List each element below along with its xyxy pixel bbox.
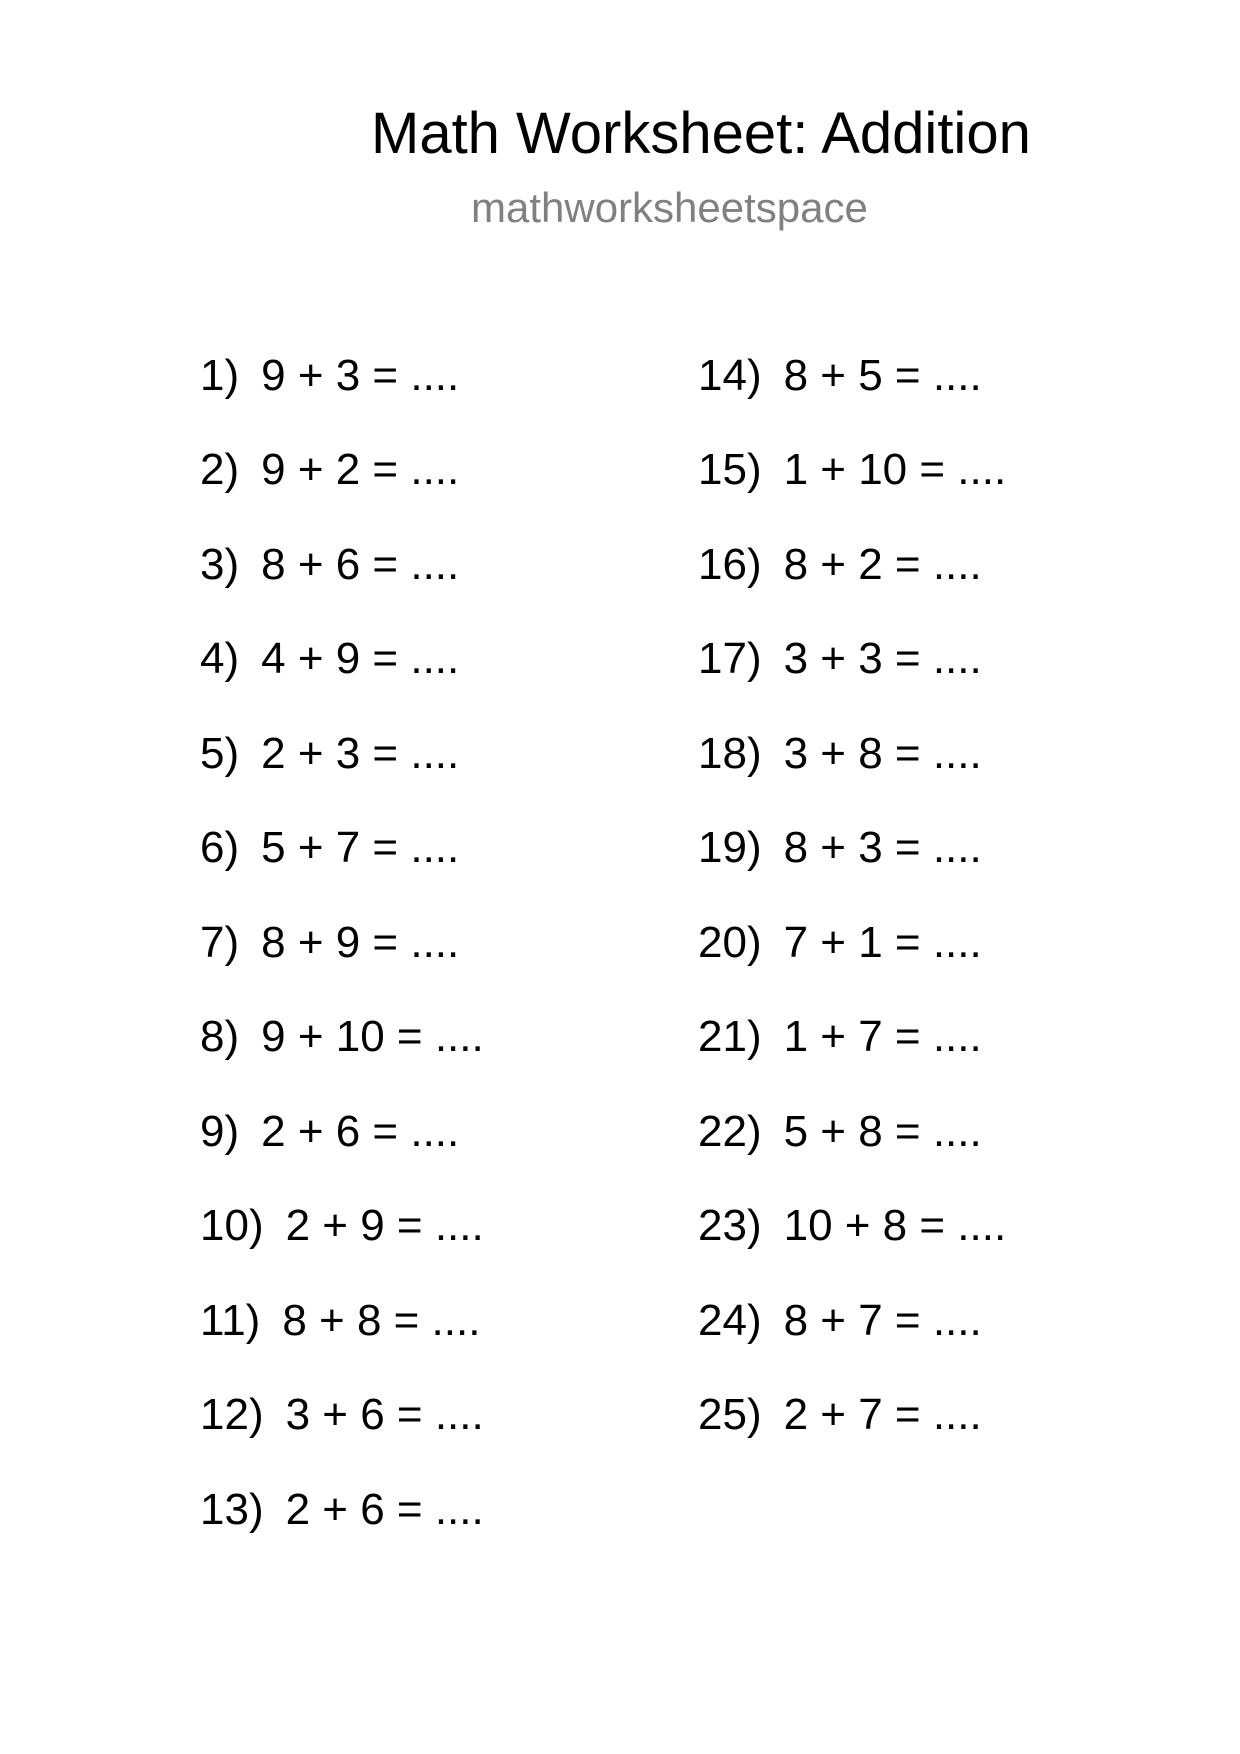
problem-expression: 2 + 3 = .... [261, 729, 460, 778]
problem-item [200, 917, 459, 969]
problem-number: 1) [200, 351, 240, 400]
problem-number: 9) [200, 1107, 240, 1156]
problem-item [200, 350, 459, 402]
problem-item [200, 1484, 484, 1536]
problem-expression: 3 + 8 = .... [783, 729, 982, 778]
problem-item [200, 633, 459, 685]
problem-number: 20) [698, 918, 762, 967]
problem-item [200, 1200, 484, 1252]
problem-expression: 8 + 9 = .... [261, 918, 460, 967]
problem-expression: 1 + 7 = .... [783, 1012, 982, 1061]
problem-number: 3) [200, 540, 240, 589]
problem-item [698, 1200, 1006, 1252]
problem-expression: 8 + 8 = .... [282, 1296, 481, 1345]
problem-number: 13) [200, 1485, 264, 1534]
problem-item [698, 444, 1006, 496]
problem-item [200, 1106, 459, 1158]
problem-expression: 8 + 6 = .... [261, 540, 460, 589]
problem-number: 24) [698, 1296, 762, 1345]
problem-item [200, 822, 459, 874]
problem-number: 17) [698, 634, 762, 683]
problem-expression: 2 + 7 = .... [783, 1390, 982, 1439]
problem-number: 15) [698, 445, 762, 494]
problem-item [200, 1389, 484, 1441]
problem-number: 10) [200, 1201, 264, 1250]
problem-expression: 4 + 9 = .... [261, 634, 460, 683]
problem-item [200, 728, 459, 780]
problem-item [698, 633, 982, 685]
problem-expression: 1 + 10 = .... [783, 445, 1007, 494]
problem-expression: 5 + 7 = .... [261, 823, 460, 872]
problem-expression: 8 + 3 = .... [783, 823, 982, 872]
problem-item [698, 822, 982, 874]
problem-item [698, 917, 982, 969]
page-title: Math Worksheet: Addition [371, 101, 1031, 166]
problem-item [698, 1011, 982, 1063]
problem-item [698, 1389, 982, 1441]
problem-expression: 10 + 8 = .... [783, 1201, 1007, 1250]
problem-item [200, 539, 459, 591]
problem-number: 12) [200, 1390, 264, 1439]
problem-expression: 2 + 6 = .... [285, 1485, 484, 1534]
problem-number: 7) [200, 918, 240, 967]
problem-number: 23) [698, 1201, 762, 1250]
problem-item [698, 728, 982, 780]
problem-number: 2) [200, 445, 240, 494]
problem-item [200, 444, 459, 496]
problem-expression: 8 + 2 = .... [783, 540, 982, 589]
problem-item [698, 350, 982, 402]
problem-expression: 9 + 3 = .... [261, 351, 460, 400]
problem-number: 25) [698, 1390, 762, 1439]
problem-number: 21) [698, 1012, 762, 1061]
problem-expression: 2 + 9 = .... [285, 1201, 484, 1250]
problem-item [698, 539, 982, 591]
page-subtitle: mathworksheetspace [471, 184, 868, 231]
problem-number: 19) [698, 823, 762, 872]
problem-number: 22) [698, 1107, 762, 1156]
problem-expression: 5 + 8 = .... [783, 1107, 982, 1156]
problem-item [698, 1106, 982, 1158]
problem-expression: 2 + 6 = .... [261, 1107, 460, 1156]
problem-expression: 9 + 2 = .... [261, 445, 460, 494]
problem-expression: 3 + 3 = .... [783, 634, 982, 683]
problem-expression: 8 + 5 = .... [783, 351, 982, 400]
problem-expression: 7 + 1 = .... [783, 918, 982, 967]
problem-item [200, 1011, 484, 1063]
problem-number: 6) [200, 823, 240, 872]
problem-item [698, 1295, 982, 1347]
problem-number: 8) [200, 1012, 240, 1061]
problem-number: 5) [200, 729, 240, 778]
problem-number: 18) [698, 729, 762, 778]
problem-number: 4) [200, 634, 240, 683]
problem-expression: 3 + 6 = .... [285, 1390, 484, 1439]
problem-number: 16) [698, 540, 762, 589]
problem-number: 11) [200, 1296, 261, 1345]
problem-number: 14) [698, 351, 762, 400]
problem-item [200, 1295, 480, 1347]
problem-expression: 9 + 10 = .... [261, 1012, 484, 1061]
problem-expression: 8 + 7 = .... [783, 1296, 982, 1345]
